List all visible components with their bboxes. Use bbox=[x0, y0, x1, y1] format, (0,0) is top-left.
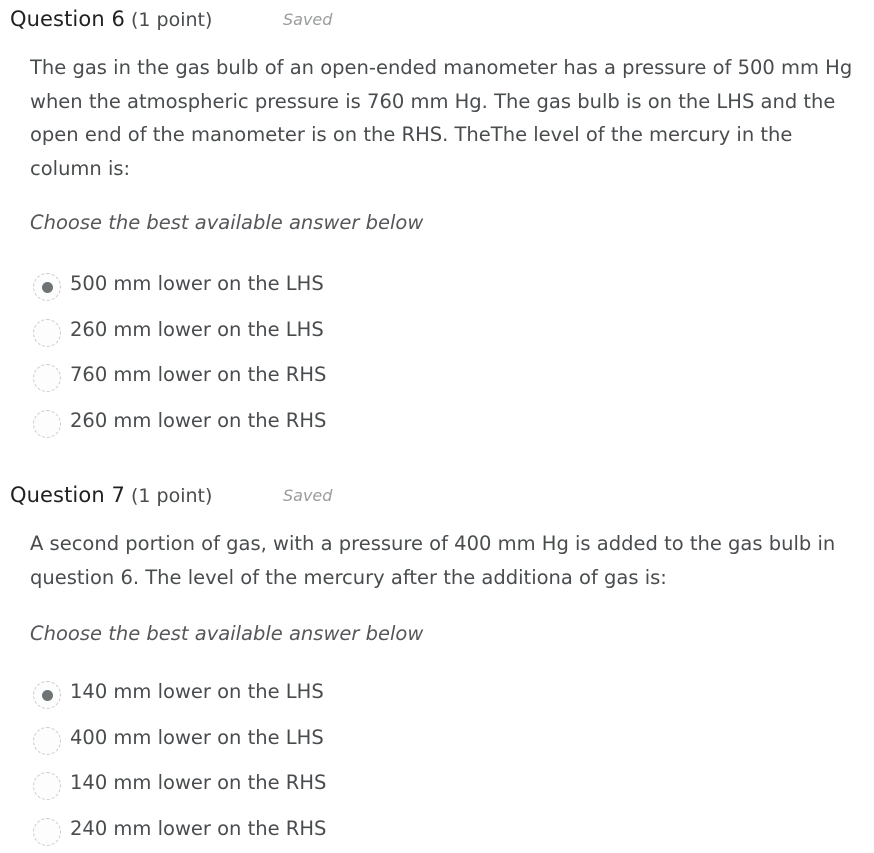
answer-option-label[interactable]: 140 mm lower on the LHS bbox=[70, 680, 324, 703]
radio-button[interactable] bbox=[33, 681, 61, 709]
question-title: Question 7 bbox=[10, 483, 125, 507]
answer-option[interactable] bbox=[0, 716, 874, 762]
question-points: (1 point) bbox=[130, 485, 213, 507]
answer-option[interactable] bbox=[0, 761, 874, 807]
answer-option-label[interactable]: 760 mm lower on the RHS bbox=[70, 363, 327, 386]
radio-button[interactable] bbox=[33, 727, 61, 755]
question-points: (1 point) bbox=[130, 9, 213, 31]
radio-button[interactable] bbox=[33, 364, 61, 392]
radio-button[interactable] bbox=[33, 410, 61, 438]
answer-option[interactable] bbox=[0, 353, 874, 399]
question-text bbox=[30, 51, 874, 185]
answer-option-label[interactable]: 400 mm lower on the LHS bbox=[70, 726, 324, 749]
radio-button[interactable] bbox=[33, 273, 61, 301]
saved-status: Saved bbox=[283, 10, 333, 29]
question-text-line: when the atmospheric pressure is 760 mm Hg. The gas bulb is on the LHS and the bbox=[30, 89, 836, 113]
question-header bbox=[10, 7, 212, 35]
answer-option-label[interactable]: 500 mm lower on the LHS bbox=[70, 272, 324, 295]
question-text-line: open end of the manometer is on the RHS. TheThe level of the mercury in the bbox=[30, 123, 793, 146]
answer-option[interactable] bbox=[0, 308, 874, 354]
question-text bbox=[30, 527, 874, 594]
question-text-line: The gas in the gas bulb of an open-ended manometer has a pressure of 500 mm Hg bbox=[30, 56, 853, 79]
answer-option-label[interactable]: 240 mm lower on the RHS bbox=[70, 817, 327, 840]
question-title: Question 6 bbox=[10, 7, 125, 31]
radio-button[interactable] bbox=[33, 319, 61, 347]
question-text-line: column is: bbox=[30, 156, 131, 180]
saved-status: Saved bbox=[283, 486, 333, 505]
question-header bbox=[10, 483, 212, 511]
question-text-line: question 6. The level of the mercury after the additiona of gas is: bbox=[30, 565, 667, 589]
answer-hint: Choose the best available answer below bbox=[30, 622, 424, 645]
answer-option[interactable] bbox=[0, 262, 874, 308]
answer-option-label[interactable]: 260 mm lower on the LHS bbox=[70, 318, 324, 341]
answer-option[interactable] bbox=[0, 399, 874, 445]
radio-button[interactable] bbox=[33, 818, 61, 846]
answer-hint: Choose the best available answer below bbox=[30, 211, 424, 234]
question-text-line: A second portion of gas, with a pressure of 400 mm Hg is added to the gas bulb in bbox=[30, 532, 836, 555]
answer-option[interactable] bbox=[0, 670, 874, 716]
radio-button[interactable] bbox=[33, 772, 61, 800]
answer-option-label[interactable]: 260 mm lower on the RHS bbox=[70, 409, 327, 432]
answer-option[interactable] bbox=[0, 807, 874, 853]
answer-option-label[interactable]: 140 mm lower on the RHS bbox=[70, 771, 327, 794]
